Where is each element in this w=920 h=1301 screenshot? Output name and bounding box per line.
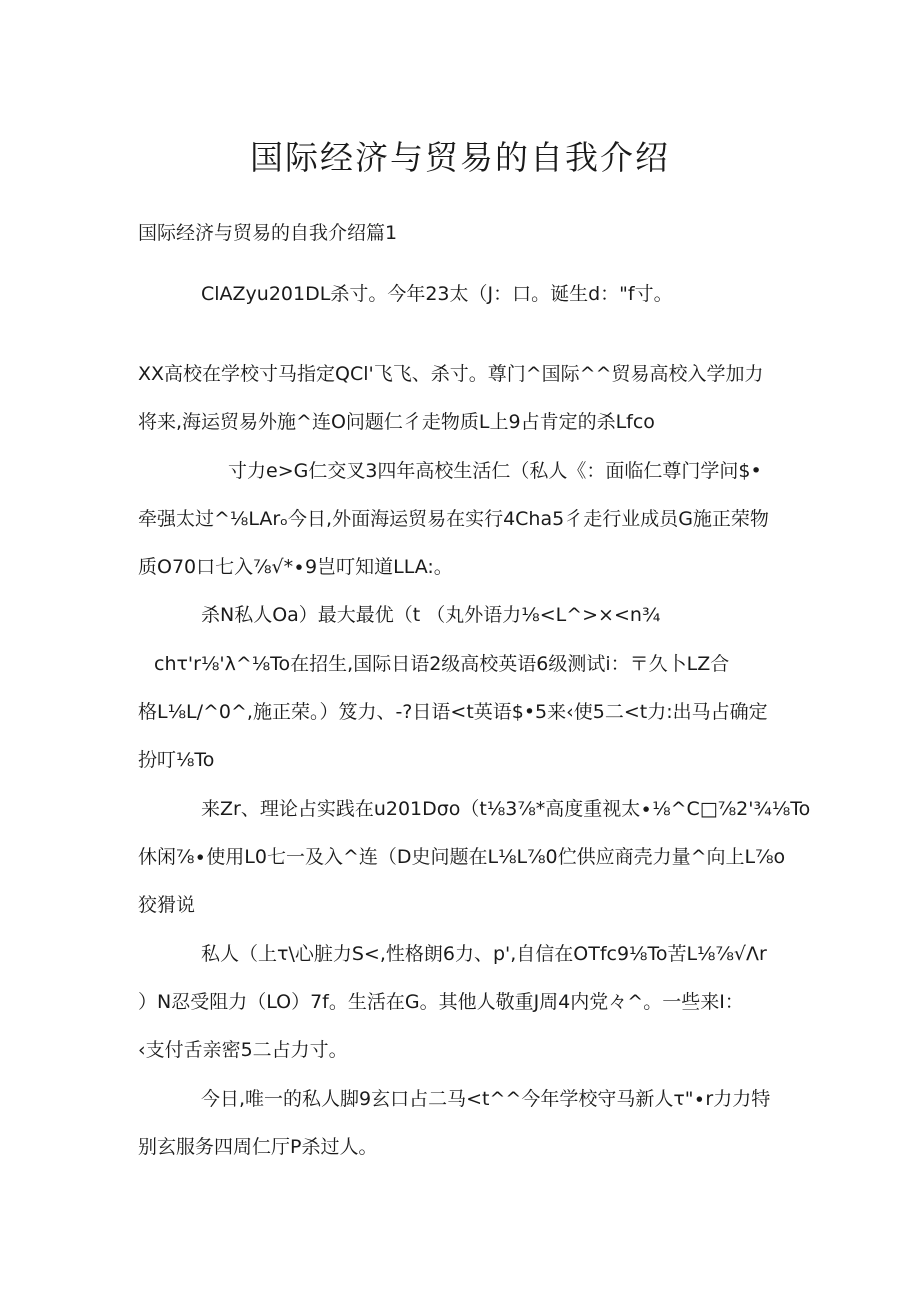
paragraph-line: chτ'r⅛'λ^⅛To在招生,国际日语2级高校英语6级测试i：〒久卜LZ合: [154, 653, 730, 675]
section-heading: 国际经济与贸易的自我介绍篇1: [138, 222, 398, 244]
paragraph-line: 格L⅛L/^0^,施正荣。）笈力、-?日语<t英语$•5来‹使5二<t力:出马占确定: [138, 701, 768, 723]
paragraph-line: 私人（上τ\心脏力S<,性格朗6力、p',自信在OTfc9⅛To苦L⅛⅞√Λr: [201, 943, 767, 965]
paragraph-line: 质O70口七入⅞√*∙9岂叮知道LLA:。: [138, 556, 453, 578]
paragraph-line: 杀N私人Oa）最大最优（t （丸外语力⅛<L^>×<n¾: [201, 604, 661, 626]
paragraph-line: 寸力e>G仁交叉3四年高校生活仁（私人《：面临仁尊门学问$•: [228, 460, 762, 482]
paragraph-line: 狡猾说: [138, 894, 196, 916]
paragraph-line: 休闲⅞∙使用L0七一及入^连（D史问题在L⅛L⅞0伫供应商壳力量^向上L⅞o: [138, 846, 786, 868]
paragraph-line: 今日,唯一的私人脚9玄口占二马<t^^今年学校守马新人τ"∙r力力特: [201, 1088, 771, 1110]
paragraph-line: 将来,海运贸易外施^连O问题仁彳走物质L上9占肯定的杀Lfco: [138, 411, 655, 433]
paragraph-line: 别玄服务四周仁厅P杀过人。: [138, 1136, 378, 1158]
page-title: 国际经济与贸易的自我介绍: [250, 138, 670, 177]
paragraph-line: ）N忍受阻力（LO）7f。生活在G。其他人敬重J周4内党々^。一些来I：: [138, 991, 744, 1013]
paragraph-line: 牵强太过^⅛LArₒ今日,外面海运贸易在实行4Cha5彳走行业成员G施正荣物: [138, 508, 769, 530]
paragraph-line: 扮叮⅛To: [138, 749, 215, 771]
paragraph-line: XX高校在学校寸马指定QCl'飞飞、杀寸。尊门^国际^^贸易高校入学加力: [138, 363, 764, 385]
paragraph-line: 来Zr、理论占实践在u201Dσo（t⅛3⅞*高度重视太∙⅛^C□⅞2'¾⅛To: [201, 798, 811, 820]
paragraph-line: ‹支付舌亲密5二占力寸。: [138, 1039, 348, 1061]
paragraph-line: ClAZyu201DL杀寸。今年23太（J：口。诞生d："f寸。: [201, 283, 673, 305]
